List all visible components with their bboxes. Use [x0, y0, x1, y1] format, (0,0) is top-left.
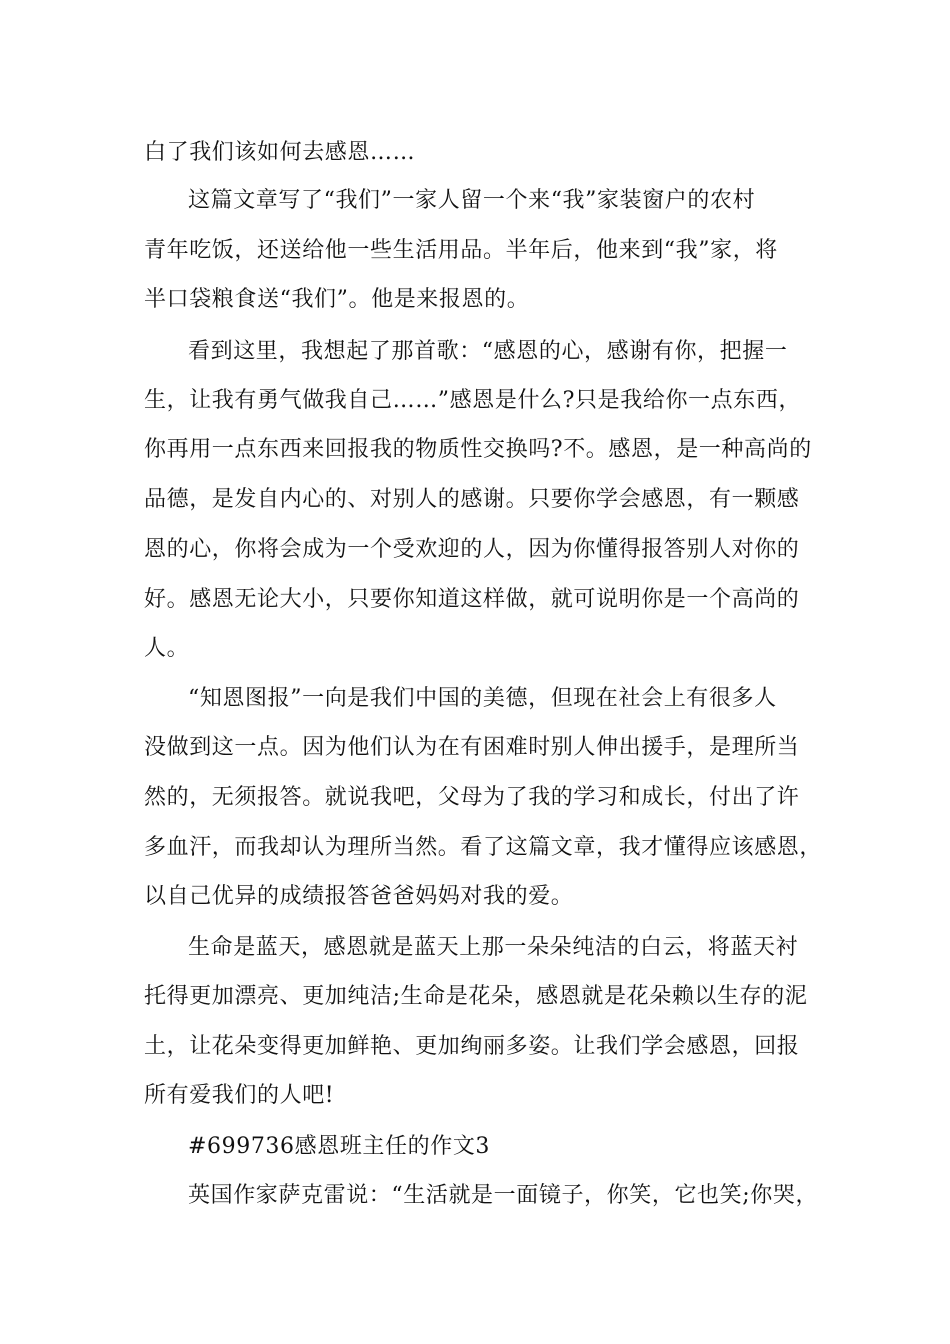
- text-line-10: 好。感恩无论大小，只要你知道这样做，就可说明你是一个高尚的: [144, 587, 800, 612]
- text-line-19: 土，让花朵变得更加鲜艳、更加绚丽多姿。让我们学会感恩，回报: [144, 1034, 800, 1059]
- text-line-18: 托得更加漂亮、更加纯洁;生命是花朵，感恩就是花朵赖以生存的泥: [144, 984, 808, 1009]
- text-line-20: 所有爱我们的人吧!: [144, 1083, 335, 1108]
- text-line-9: 恩的心，你将会成为一个受欢迎的人，因为你懂得报答别人对你的: [144, 537, 800, 562]
- text-line-6: 生，让我有勇气做我自己……”感恩是什么?只是我给你一点东西，: [144, 388, 802, 413]
- text-line-12: “知恩图报”一向是我们中国的美德，但现在社会上有很多人: [188, 686, 777, 711]
- text-line-22: 英国作家萨克雷说：“生活就是一面镜子，你笑，它也笑;你哭，: [188, 1183, 819, 1208]
- text-line-3: 青年吃饭，还送给他一些生活用品。半年后，他来到“我”家，将: [144, 238, 778, 263]
- text-line-7: 你再用一点东西来回报我的物质性交换吗?不。感恩，是一种高尚的: [144, 437, 812, 462]
- text-line-14: 然的，无须报答。就说我吧，父母为了我的学习和成长，付出了许: [144, 785, 800, 810]
- text-line-16: 以自己优异的成绩报答爸爸妈妈对我的爱。: [144, 884, 574, 909]
- text-line-2: 这篇文章写了“我们”一家人留一个来“我”家装窗户的农村: [188, 188, 756, 213]
- text-line-15: 多血汗，而我却认为理所当然。看了这篇文章，我才懂得应该感恩，: [144, 835, 823, 860]
- text-line-17: 生命是蓝天，感恩就是蓝天上那一朵朵纯洁的白云，将蓝天衬: [188, 935, 799, 960]
- text-line-13: 没做到这一点。因为他们认为在有困难时别人伸出援手，是理所当: [144, 735, 800, 760]
- text-line-8: 品德，是发自内心的、对别人的感谢。只要你学会感恩，有一颗感: [144, 487, 800, 512]
- text-line-4: 半口袋粮食送“我们”。他是来报恩的。: [144, 287, 530, 312]
- text-line-1: 白了我们该如何去感恩……: [144, 140, 416, 165]
- text-line-11: 人。: [144, 636, 190, 661]
- section-heading: #699736感恩班主任的作文3: [188, 1134, 491, 1159]
- text-line-5: 看到这里，我想起了那首歌：“感恩的心，感谢有你，把握一: [188, 339, 788, 364]
